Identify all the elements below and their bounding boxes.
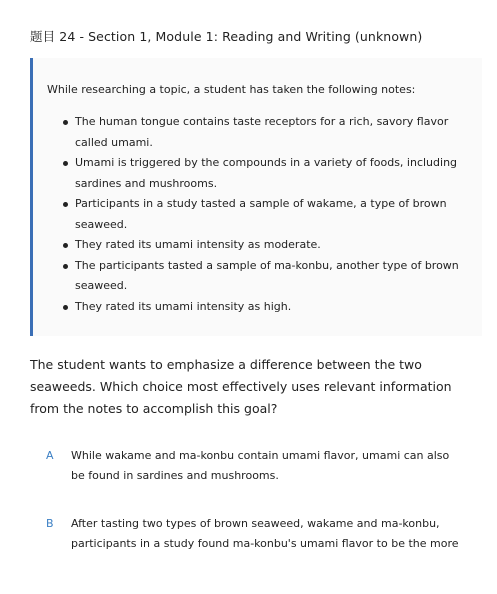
bullet-icon	[63, 264, 68, 269]
option-letter: B	[46, 517, 54, 530]
option-text: While wakame and ma-konbu contain umami flavor, umami can also be found in sardines and mushrooms.	[71, 449, 450, 482]
question-prompt: The student wants to emphasize a difference between the two seaweeds. Which choice most effectively uses relevant information from the notes to accomplish this goal?	[30, 357, 452, 416]
bullet-icon	[63, 305, 68, 310]
note-text: The participants tasted a sample of ma-konbu, another type of brown seaweed.	[75, 258, 459, 292]
note-text: They rated its umami intensity as high.	[75, 299, 292, 313]
bullet-icon	[63, 243, 68, 248]
question-header: 题目 24 - Section 1, Module 1: Reading and Writing (unknown)	[30, 29, 423, 44]
list-item	[75, 153, 475, 194]
notes-panel	[30, 58, 482, 336]
notes-intro: While researching a topic, a student has taken the following notes:	[47, 83, 416, 96]
note-text: The human tongue contains taste receptors for a rich, savory flavor called umami.	[75, 115, 449, 149]
note-text: Umami is triggered by the compounds in a variety of foods, including sardines and mushrooms.	[75, 156, 458, 190]
note-text: They rated its umami intensity as moderate.	[75, 238, 321, 251]
option-letter: A	[46, 449, 54, 462]
list-item	[75, 297, 475, 318]
notes-list	[75, 112, 475, 317]
bullet-icon	[63, 202, 68, 207]
option-text: After tasting two types of brown seaweed, wakame and ma-konbu, participants in a study found ma-konbu's umami flavor to be the more	[71, 517, 459, 550]
list-item	[75, 194, 475, 235]
list-item	[75, 235, 475, 256]
list-item	[75, 256, 475, 297]
bullet-icon	[63, 161, 68, 166]
note-text: Participants in a study tasted a sample of wakame, a type of brown seaweed.	[75, 197, 447, 231]
list-item	[75, 112, 475, 153]
bullet-icon	[63, 120, 68, 125]
